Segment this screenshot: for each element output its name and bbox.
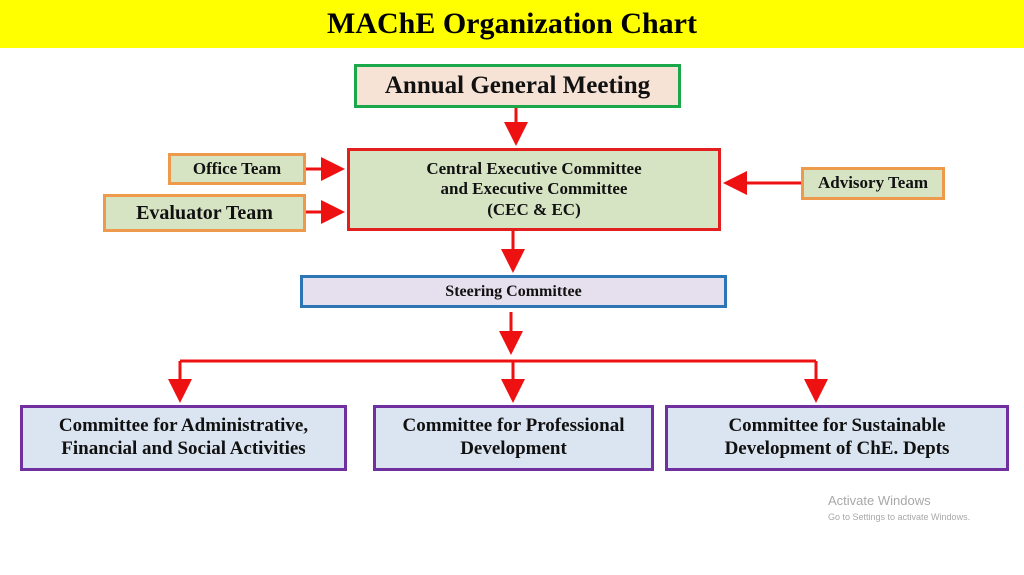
node-steering-committee [300, 275, 727, 308]
node-label: Committee for Sustainable Development of ChE. Depts [724, 415, 950, 459]
node-central-executive-committee [347, 148, 721, 231]
node-label: Central Executive Committee and Executive Committee (CEC & EC) [426, 158, 642, 219]
node-label: Committee for Administrative, Financial and Social Activities [58, 415, 309, 459]
chart-title: MAChE Organization Chart [327, 7, 697, 40]
node-label: Evaluator Team [136, 202, 273, 224]
watermark-subtitle: Go to Settings to activate Windows. [828, 512, 971, 522]
node-evaluator-team [103, 194, 306, 232]
node-label: Steering Committee [445, 282, 582, 300]
node-label: Committee for Professional Development [402, 415, 625, 459]
node-office-team [168, 153, 306, 185]
node-committee-sustainable [665, 405, 1009, 471]
node-label: Annual General Meeting [384, 72, 651, 99]
node-label: Office Team [192, 158, 282, 178]
node-advisory-team [801, 167, 945, 200]
activate-windows-watermark [828, 493, 970, 522]
node-annual-general-meeting [354, 64, 681, 108]
node-committee-administrative [20, 405, 347, 471]
node-label: Advisory Team [817, 173, 929, 193]
node-committee-professional [373, 405, 654, 471]
watermark-title: Activate Windows [828, 493, 931, 508]
